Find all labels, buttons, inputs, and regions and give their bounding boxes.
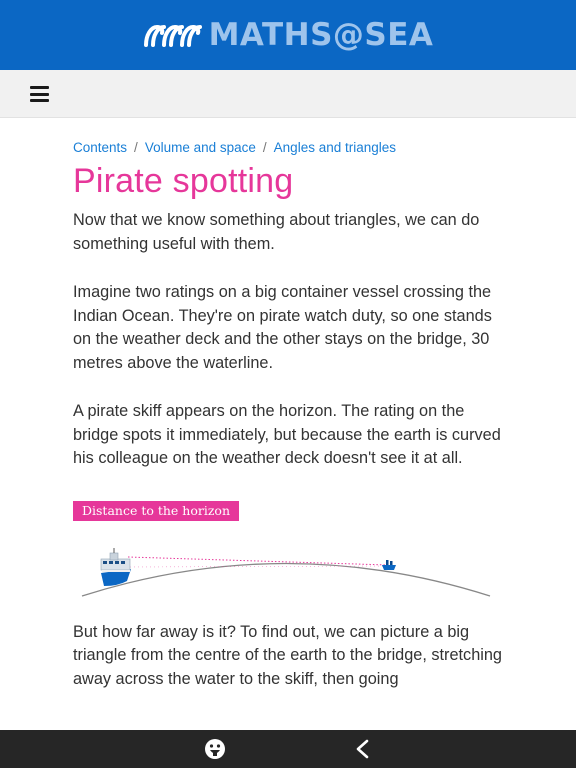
breadcrumb-angles-and-triangles[interactable]: Angles and triangles	[273, 140, 397, 155]
menu-line	[30, 99, 49, 102]
back-chevron-icon	[354, 739, 370, 759]
paragraph-how-far: But how far away is it? To find out, we can picture a big triangle from the centre of the earth to the bridge, stretching away across the water to the skiff, then going	[73, 622, 502, 688]
breadcrumb-separator: /	[134, 140, 138, 155]
container-ship-icon	[101, 548, 131, 586]
pirate-skiff-icon	[382, 560, 396, 570]
paragraph-ratings: Imagine two ratings on a big container vessel crossing the Indian Ocean. They're on pirate watch duty, so one stands on the weather deck and the other stays on the bridge, 30 metres above the waterline.	[73, 283, 492, 372]
home-face-icon	[204, 738, 226, 760]
menu-line	[30, 86, 49, 89]
breadcrumb-volume-and-space[interactable]: Volume and space	[144, 140, 256, 155]
breadcrumb-separator: /	[262, 140, 267, 155]
app-header	[0, 0, 576, 70]
bottom-toolbar	[0, 730, 576, 768]
menu-line	[30, 93, 49, 96]
figure-label: Distance to the horizon	[73, 501, 239, 521]
article-content	[73, 118, 513, 730]
back-button[interactable]	[342, 730, 382, 768]
hamburger-menu-icon[interactable]	[30, 86, 49, 102]
logo-text: MATHS@SEA	[208, 17, 434, 53]
page-title: Pirate spotting	[73, 162, 294, 200]
paragraph-intro: Now that we know something about triangles, we can do something useful with them.	[73, 211, 480, 253]
earth-curve	[82, 563, 490, 596]
paragraph-pirate-skiff: A pirate skiff appears on the horizon. The rating on the bridge spots it immediately, but because the earth is curved his colleague on the weather deck doesn't see it at all.	[73, 402, 501, 467]
nav-bar	[0, 70, 576, 118]
horizon-diagram	[73, 539, 513, 605]
logo	[143, 17, 434, 53]
waves-logo-icon	[143, 21, 203, 49]
home-button[interactable]	[195, 730, 235, 768]
breadcrumb	[73, 139, 513, 157]
breadcrumb-contents[interactable]: Contents	[73, 140, 128, 155]
